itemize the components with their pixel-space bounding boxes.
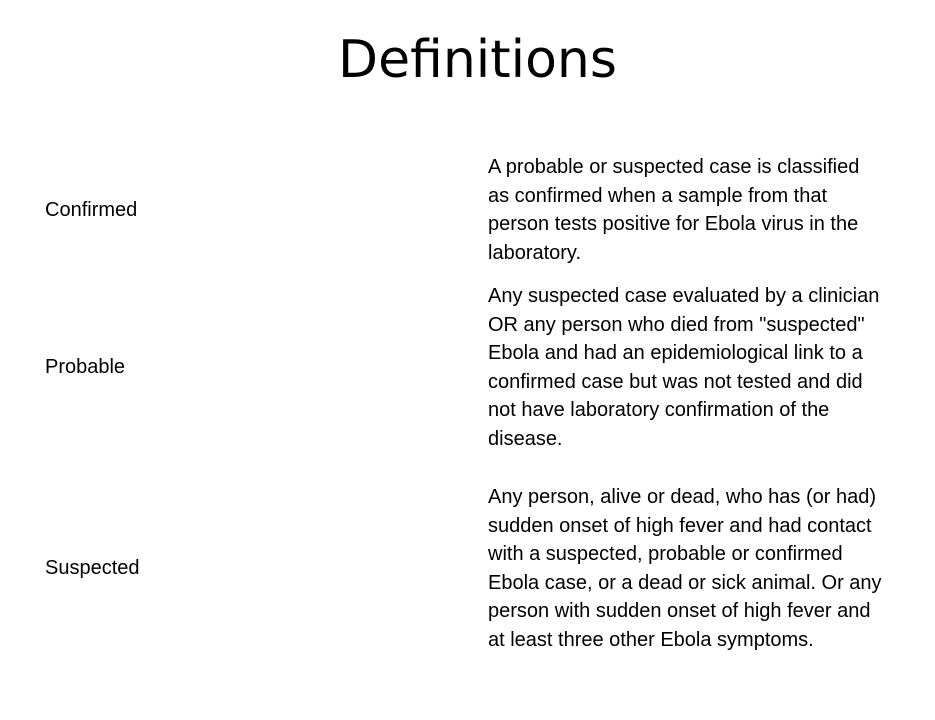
definition-line: A probable or suspected case is classified <box>488 156 860 178</box>
definition-line: as confirmed when a sample from that <box>488 184 828 207</box>
definition-line: at least three other Ebola symptoms. <box>488 628 814 651</box>
definition-line: disease. <box>488 427 563 450</box>
term-suspected: Suspected <box>45 557 140 579</box>
definition-line: Ebola and had an epidemiological link to a <box>488 342 863 365</box>
definition-confirmed <box>488 153 918 267</box>
definition-line: sudden onset of high fever and had contact <box>488 514 872 537</box>
slide-title: Definitions <box>338 30 617 90</box>
definition-line: not have laboratory confirmation of the <box>488 399 830 422</box>
definition-line: OR any person who died from "suspected" <box>488 313 865 336</box>
definition-line: person with sudden onset of high fever and <box>488 600 871 623</box>
definition-line: Ebola case, or a dead or sick animal. Or any <box>488 571 882 594</box>
term-confirmed: Confirmed <box>45 199 138 221</box>
definition-line: Any person, alive or dead, who has (or had) <box>488 486 876 508</box>
definition-line: Any suspected case evaluated by a clinician <box>488 285 880 307</box>
definition-line: laboratory. <box>488 241 582 264</box>
term-probable: Probable <box>45 356 126 378</box>
definition-line: confirmed case but was not tested and did <box>488 370 863 393</box>
definition-suspected <box>488 483 918 655</box>
definition-probable <box>488 282 918 454</box>
definition-line: with a suspected, probable or confirmed <box>488 543 843 566</box>
definition-line: person tests positive for Ebola virus in the <box>488 213 859 236</box>
